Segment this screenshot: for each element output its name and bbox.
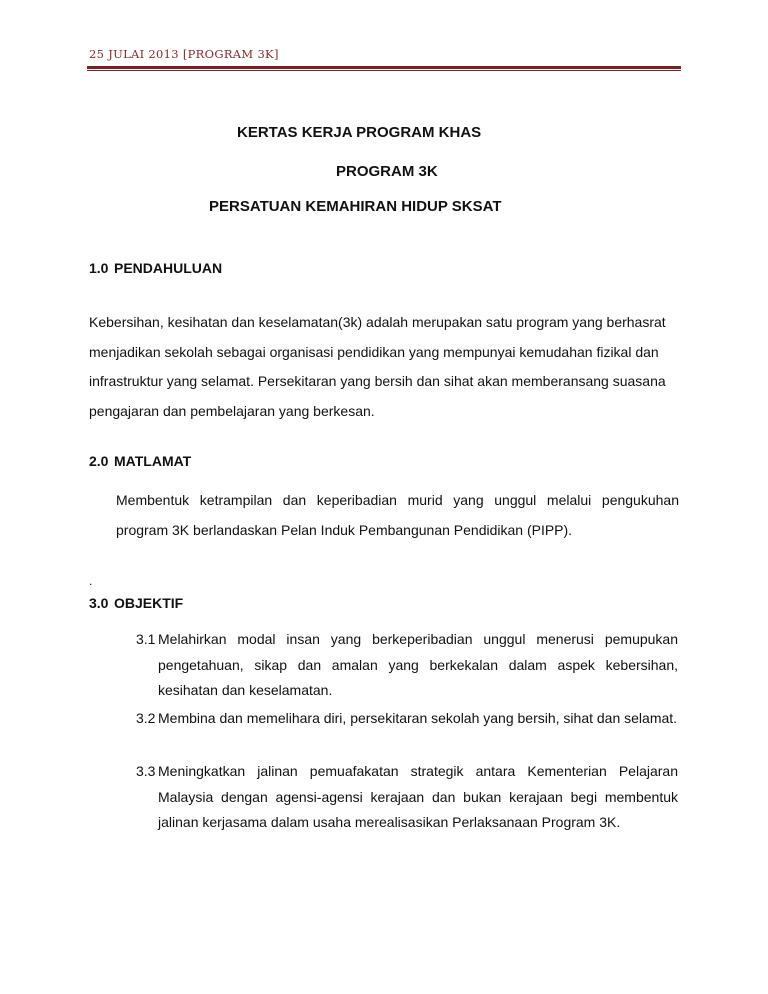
section-2-body: Membentuk ketrampilan dan keperibadian murid yang unggul melalui pengukuhan program 3K berlandaskan Pelan Induk Pembangunan Pendidikan (PIPP). bbox=[116, 492, 679, 538]
section-1-number: 1.0 bbox=[89, 260, 109, 276]
section-2-heading: MATLAMAT bbox=[114, 453, 192, 469]
objective-number: 3.1 bbox=[136, 631, 156, 647]
objective-text: Membina dan memelihara diri, persekitaran sekolah yang bersih, sihat dan selamat. bbox=[158, 710, 678, 726]
header-rule-thick bbox=[87, 66, 681, 69]
objective-number: 3.3 bbox=[136, 763, 156, 779]
running-header: 25 JULAI 2013 [PROGRAM 3K] bbox=[89, 47, 279, 61]
section-3-heading: OBJEKTIF bbox=[114, 595, 184, 611]
section-1-body: Kebersihan, kesihatan dan keselamatan(3k) adalah merupakan satu program yang berhasrat menjadikan sekolah sebagai organisasi pendidikan yang mempunyai kemudahan fizikal dan infrastruktur yang selamat. Persekitaran yang bersih dan sihat akan memberansang suasana pengajaran dan pembelajaran yang berkesan. bbox=[89, 314, 666, 419]
section-2-number: 2.0 bbox=[89, 453, 109, 469]
section-1-heading: PENDAHULUAN bbox=[114, 260, 223, 276]
objective-number: 3.2 bbox=[136, 710, 156, 726]
header-rule-thin bbox=[87, 70, 681, 71]
objective-text: Meningkatkan jalinan pemuafakatan strategik antara Kementerian Pelajaran Malaysia dengan agensi-agensi kerajaan dan bukan kerajaan begi membentuk jalinan kerjasama dalam usaha merealisasikan Perlaksanaan Program 3K. bbox=[158, 763, 678, 830]
separator-dot: . bbox=[89, 574, 93, 588]
objective-text: Melahirkan modal insan yang berkeperibadian unggul menerusi pemupukan pengetahuan, sikap dan amalan yang berkekalan dalam aspek kebersihan, kesihatan dan keselamatan. bbox=[158, 631, 678, 698]
section-3-number: 3.0 bbox=[89, 595, 109, 611]
